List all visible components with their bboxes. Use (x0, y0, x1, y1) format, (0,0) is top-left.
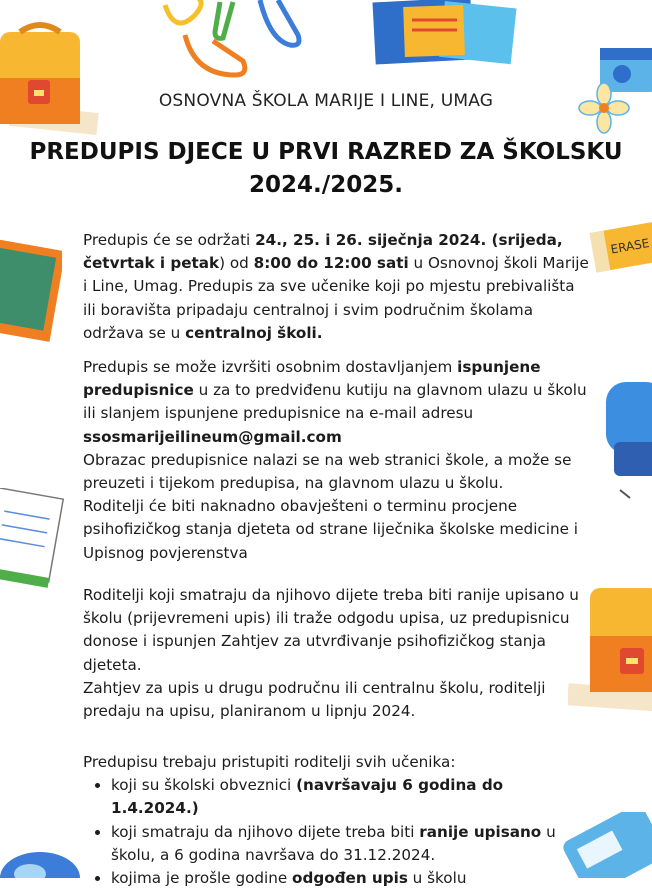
book-icon (372, 0, 517, 68)
list-item: • koji smatraju da njihovo dijete treba biti ranije upisano u školu, a 6 godina navršava do 31.12.2024. (111, 821, 591, 867)
list-intro: Predupisu trebaju pristupiti roditelji svih učenika: (83, 753, 456, 771)
school-name: OSNOVNA ŠKOLA MARIJE I LINE, UMAG (158, 91, 494, 111)
early-enrollment-text: Roditelji koji smatraju da njihovo dijete treba biti ranije upisano u školu (prijevremeni upis) ili traže odgodu upisa, uz predupisnicu donose i ispunjen Zahtjev za utvrđivanje psihofizičkog stanja djeteta. (83, 586, 579, 674)
list-item: • koji su školski obveznici (navršavaju 6 godina do 1.4.2024.) (111, 774, 591, 820)
submission-text: Predupis se može izvršiti osobnim dostavljanjem ispunjene predupisnice u za to predviđenu kutiju na glavnom ulazu u školu ili slanjem ispunjene predupisnice na e-mail adresu (83, 358, 587, 423)
eligibility-list (83, 774, 591, 890)
form-info: Obrazac predupisnice nalazi se na web stranici škole, a može se preuzeti i tijekom predupisa, na glavnom ulazu u školu. (83, 450, 572, 493)
eraser-label: ERASE (609, 236, 651, 257)
email-address[interactable]: ssosmarijeilineum@gmail.com (83, 427, 342, 446)
transfer-request-text: Zahtjev za upis u drugu područnu ili centralnu školu, roditelji predaju na upisu, planiranom u lipnju 2024. (83, 678, 546, 721)
paragraph-submission (83, 356, 591, 565)
page-title: PREDUPIS DJECE U PRVI RAZRED ZA ŠKOLSKU 2024./2025. (29, 139, 623, 198)
stapler-icon (600, 372, 652, 502)
paragraph-dates: Predupis će se održati 24., 25. i 26. siječnja 2024. (srijeda, četvrtak i petak) od 8:00 do 12:00 sati u Osnovnoj školi Marije i Line, Umag. Predupis za sve učenike koji po mjestu prebivališta ili boravišta pripadaju centralnoj i svim područnim školama održava se u centralnoj školi. (83, 231, 589, 342)
notebook-icon (0, 488, 70, 593)
pencil-case-icon (0, 838, 80, 878)
paragraph-who-attends (83, 751, 591, 890)
parents-notice: Roditelji će biti naknadno obavješteni o terminu procjene psihofizičkog stanja djeteta od strane liječnika školske medicine i Upisnog povjerenstva (83, 497, 578, 562)
paperclip-icon (160, 0, 305, 85)
eraser-icon (588, 214, 652, 276)
backpack-icon (0, 18, 100, 138)
paragraph-early-enrollment (83, 584, 591, 723)
list-item: • kojima je prošle godine odgođen upis u školu (111, 867, 591, 890)
chalkboard-icon (0, 240, 62, 345)
